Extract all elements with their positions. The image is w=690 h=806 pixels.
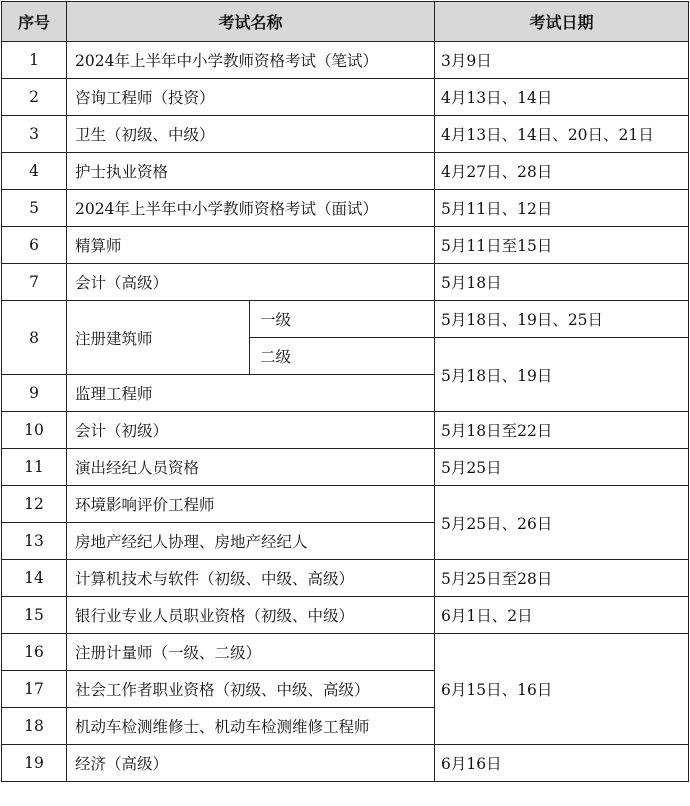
exam-name: 经济（高级） xyxy=(67,745,435,782)
table-row xyxy=(2,486,689,523)
exam-name: 2024年上半年中小学教师资格考试（笔试） xyxy=(67,42,435,79)
exam-date: 5月18日 xyxy=(435,264,689,301)
exam-date: 4月13日、14日 xyxy=(435,79,689,116)
row-number: 2 xyxy=(2,79,67,116)
row-number: 15 xyxy=(2,597,67,634)
row-number: 18 xyxy=(2,708,67,745)
table-row xyxy=(2,634,689,671)
exam-date: 5月25日、26日 xyxy=(435,486,689,560)
exam-date: 5月25日 xyxy=(435,449,689,486)
table-row xyxy=(2,190,689,227)
exam-date: 5月25日至28日 xyxy=(435,560,689,597)
row-number: 12 xyxy=(2,486,67,523)
exam-date: 5月11日、12日 xyxy=(435,190,689,227)
exam-date: 4月27日、28日 xyxy=(435,153,689,190)
row-number: 16 xyxy=(2,634,67,671)
exam-name: 房地产经纪人协理、房地产经纪人 xyxy=(67,523,435,560)
table-row xyxy=(2,449,689,486)
row-number: 8 xyxy=(2,301,67,375)
header-date: 考试日期 xyxy=(435,2,689,42)
exam-name: 监理工程师 xyxy=(67,375,435,412)
exam-sub-level: 二级 xyxy=(250,338,435,375)
row-number: 5 xyxy=(2,190,67,227)
table-row xyxy=(2,412,689,449)
exam-date: 5月18日至22日 xyxy=(435,412,689,449)
table-row xyxy=(2,42,689,79)
exam-name: 计算机技术与软件（初级、中级、高级） xyxy=(67,560,435,597)
exam-name: 注册计量师（一级、二级） xyxy=(67,634,435,671)
row-number: 10 xyxy=(2,412,67,449)
exam-name: 卫生（初级、中级） xyxy=(67,116,435,153)
header-no: 序号 xyxy=(2,2,67,42)
row-number: 11 xyxy=(2,449,67,486)
row-number: 1 xyxy=(2,42,67,79)
table-row xyxy=(2,227,689,264)
exam-name: 环境影响评价工程师 xyxy=(67,486,435,523)
header-row xyxy=(2,2,689,42)
table-row xyxy=(2,560,689,597)
row-number: 9 xyxy=(2,375,67,412)
exam-date: 6月1日、2日 xyxy=(435,597,689,634)
exam-name: 银行业专业人员职业资格（初级、中级） xyxy=(67,597,435,634)
exam-date: 3月9日 xyxy=(435,42,689,79)
row-number: 7 xyxy=(2,264,67,301)
exam-name: 2024年上半年中小学教师资格考试（面试） xyxy=(67,190,435,227)
table-row xyxy=(2,116,689,153)
exam-date: 6月16日 xyxy=(435,745,689,782)
exam-name: 咨询工程师（投资） xyxy=(67,79,435,116)
exam-date: 5月18日、19日、25日 xyxy=(435,301,689,338)
table-row xyxy=(2,153,689,190)
row-number: 13 xyxy=(2,523,67,560)
exam-date: 4月13日、14日、20日、21日 xyxy=(435,116,689,153)
row-number: 3 xyxy=(2,116,67,153)
row-number: 17 xyxy=(2,671,67,708)
row-number: 14 xyxy=(2,560,67,597)
row-number: 4 xyxy=(2,153,67,190)
exam-name: 机动车检测维修士、机动车检测维修工程师 xyxy=(67,708,435,745)
exam-name: 会计（高级） xyxy=(67,264,435,301)
exam-name: 会计（初级） xyxy=(67,412,435,449)
exam-schedule-table xyxy=(1,1,689,782)
exam-date: 5月18日、19日 xyxy=(435,338,689,412)
header-name: 考试名称 xyxy=(67,2,435,42)
exam-name: 注册建筑师 xyxy=(67,301,250,375)
exam-name: 演出经纪人员资格 xyxy=(67,449,435,486)
row-number: 6 xyxy=(2,227,67,264)
table-row xyxy=(2,745,689,782)
table-row xyxy=(2,301,689,338)
exam-name: 精算师 xyxy=(67,227,435,264)
row-number: 19 xyxy=(2,745,67,782)
table-row xyxy=(2,597,689,634)
exam-name: 护士执业资格 xyxy=(67,153,435,190)
table-row xyxy=(2,79,689,116)
exam-date: 5月11日至15日 xyxy=(435,227,689,264)
table-row xyxy=(2,264,689,301)
exam-name: 社会工作者职业资格（初级、中级、高级） xyxy=(67,671,435,708)
exam-date: 6月15日、16日 xyxy=(435,634,689,745)
exam-sub-level: 一级 xyxy=(250,301,435,338)
